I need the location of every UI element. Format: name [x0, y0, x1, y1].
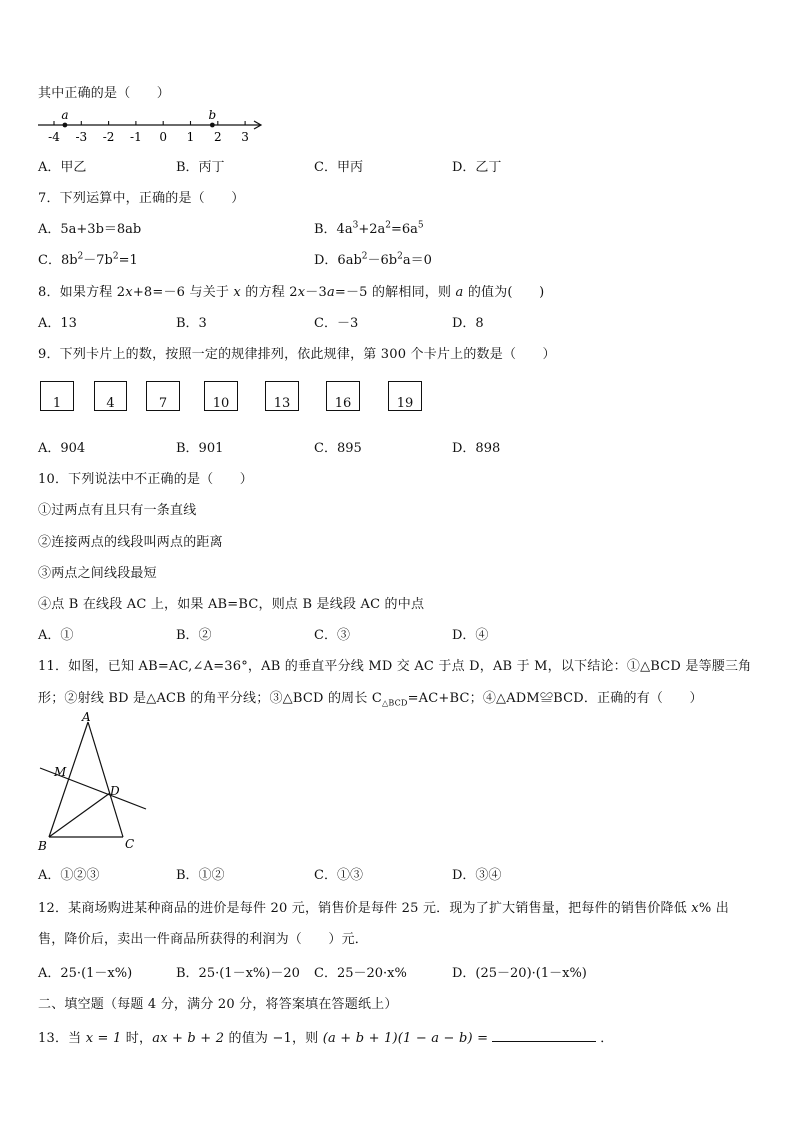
q8-option-b[interactable]: B．3: [176, 316, 207, 331]
tick-label: -3: [75, 130, 88, 144]
q13-pre: 13．当: [38, 1031, 86, 1046]
point-a-label: a: [61, 108, 69, 122]
q9-option-c[interactable]: C．895: [314, 441, 362, 456]
q7-b-post: =6a: [390, 222, 418, 237]
q7-c-s1: 2: [77, 251, 84, 262]
q13-expr: ax + b + 2: [152, 1031, 225, 1046]
q13: [38, 1027, 613, 1046]
card-4: 10: [204, 381, 238, 411]
q10-item-1: ①过两点有且只有一条直线: [38, 503, 197, 518]
q12-options: [38, 962, 758, 980]
q13-answer-blank[interactable]: [492, 1029, 596, 1042]
point-b-label: b: [208, 108, 217, 122]
q8-stem-6: 的值为( ): [463, 285, 545, 300]
q7-b-mid: +2a: [358, 222, 386, 237]
q10-options: [38, 624, 758, 642]
card-2: 4: [94, 381, 127, 411]
segment-bd: [49, 793, 110, 837]
q6-option-a[interactable]: A．甲乙: [38, 160, 87, 175]
q11-option-d[interactable]: D．③④: [452, 868, 502, 883]
q10-item-4: ④点 B 在线段 AC 上，如果 AB=BC，则点 B 是线段 AC 的中点: [38, 597, 425, 612]
q7-d-s2: 2: [397, 251, 403, 262]
q7-option-a[interactable]: A．5a+3b＝8ab: [38, 222, 142, 237]
q10-stem: 10．下列说法中不正确的是（ ）: [38, 472, 253, 487]
card-3: 7: [146, 381, 180, 411]
tick-label: -2: [102, 130, 115, 144]
section-title-fill-blank: 二、填空题（每题 4 分，满分 20 分，将答案填在答题纸上）: [38, 997, 398, 1012]
q12-option-a[interactable]: A．25·(1－x%): [38, 966, 133, 981]
q10-option-a[interactable]: A．①: [38, 628, 74, 643]
q8-stem: [38, 281, 544, 300]
q7-stem: 7．下列运算中，正确的是（ ）: [38, 191, 245, 206]
q12-line1-post: % 出: [698, 901, 729, 916]
q8-stem-3: 的方程 2: [240, 285, 298, 300]
q12-line1-var: x: [691, 901, 699, 916]
label-d: D: [110, 784, 120, 798]
q9-option-a[interactable]: A．904: [38, 441, 86, 456]
q10-item-2: ②连接两点的线段叫两点的距离: [38, 535, 223, 550]
q11-option-b[interactable]: B．①②: [176, 868, 225, 883]
q13-mid2: 的值为 −1，则: [224, 1031, 323, 1046]
q8-stem-1: 8．如果方程 2: [38, 285, 126, 300]
q7-b-pre: B．4a: [314, 222, 353, 237]
q8-options: [38, 312, 758, 330]
tick-label: -1: [130, 130, 142, 144]
q12-option-d[interactable]: D．(25－20)·(1－x%): [452, 966, 587, 981]
q7-options-row1: [38, 218, 758, 236]
q9-stem: 9．下列卡片上的数，按照一定的规律排列，依此规律，第 300 个卡片上的数是（ ）: [38, 347, 556, 362]
q9-options: [38, 437, 758, 455]
q7-option-c[interactable]: [38, 249, 138, 268]
q8-var-x2: x: [233, 285, 241, 300]
q8-stem-5: =－5 的解相同，则: [334, 285, 456, 300]
q8-option-c[interactable]: C．－3: [314, 316, 359, 331]
q13-end: ．: [600, 1031, 614, 1046]
q6-option-d[interactable]: D．乙丁: [452, 160, 502, 175]
q11-line2-post: =AC+BC；④△ADM≌BCD．正确的有（ ）: [407, 691, 703, 706]
triangle-figure: [36, 710, 156, 855]
q7-d-s1: 2: [361, 251, 368, 262]
tick-label: 0: [159, 130, 168, 144]
card-7: 19: [388, 381, 422, 411]
q12-line1: [38, 897, 729, 916]
q6-option-c[interactable]: C．甲丙: [314, 160, 363, 175]
q12-option-c[interactable]: C．25－20·x%: [314, 966, 407, 981]
q11-option-a[interactable]: A．①②③: [38, 868, 100, 883]
q11-options: [38, 864, 758, 882]
card-1: 1: [40, 381, 74, 411]
q7-b-s2: 2: [385, 220, 391, 231]
q8-stem-4: －3: [305, 285, 327, 300]
q9-option-d[interactable]: D．898: [452, 441, 501, 456]
point-b-dot: [210, 123, 215, 128]
number-line: [36, 108, 268, 146]
card-6: 16: [326, 381, 360, 411]
q11-line2: [38, 687, 703, 708]
q6-intro: 其中正确的是（ ）: [38, 86, 171, 101]
q8-var-a2: a: [455, 285, 464, 300]
q6-option-b[interactable]: B．丙丁: [176, 160, 225, 175]
q7-b-s3: 5: [417, 220, 424, 231]
q8-var-x1: x: [125, 285, 133, 300]
q10-option-b[interactable]: B．②: [176, 628, 212, 643]
q10-item-3: ③两点之间线段最短: [38, 566, 157, 581]
q7-b-s1: 3: [352, 220, 359, 231]
q10-option-d[interactable]: D．④: [452, 628, 489, 643]
q8-option-d[interactable]: D．8: [452, 316, 484, 331]
card-5: 13: [265, 381, 299, 411]
q8-stem-2: +8=－6 与关于: [132, 285, 234, 300]
label-b: B: [38, 839, 47, 853]
q8-var-a1: a: [326, 285, 335, 300]
q7-c-post: =1: [118, 253, 138, 268]
q9-option-b[interactable]: B．901: [176, 441, 224, 456]
label-m: M: [54, 765, 67, 779]
q7-option-d[interactable]: [314, 249, 432, 268]
q8-option-a[interactable]: A．13: [38, 316, 77, 331]
q11-option-c[interactable]: C．①③: [314, 868, 363, 883]
q8-var-x3: x: [297, 285, 306, 300]
q7-d-post: a＝0: [402, 253, 432, 268]
q12-line1-pre: 12．某商场购进某种商品的进价是每件 20 元，销售价是每件 25 元．现为了扩大销售量，把每件的销售价降低: [38, 901, 692, 916]
tick-label: -4: [48, 130, 60, 144]
q13-mid1: 时，: [121, 1031, 153, 1046]
tick-label: 1: [186, 130, 195, 144]
q7-option-b[interactable]: [314, 218, 424, 237]
label-c: C: [125, 837, 135, 851]
q11-line2-sub: △BCD: [382, 698, 408, 708]
q10-option-c[interactable]: C．③: [314, 628, 350, 643]
q7-c-pre: C．8b: [38, 253, 78, 268]
point-a-dot: [63, 123, 68, 128]
tick-label: 3: [241, 130, 249, 144]
q12-option-b[interactable]: B．25·(1－x%)－20: [176, 966, 300, 981]
q6-options: [38, 156, 758, 174]
q7-d-pre: D．6ab: [314, 253, 362, 268]
q7-c-mid: －7b: [83, 253, 113, 268]
q13-ask: (a + b + 1)(1 − a − b) =: [322, 1031, 489, 1046]
q13-cond: x = 1: [85, 1031, 122, 1046]
q7-options-row2: [38, 249, 758, 267]
tick-label: 2: [213, 130, 222, 144]
q11-line1: 11．如图，已知 AB=AC,∠A=36°，AB 的垂直平分线 MD 交 AC 于点 D，AB 于 M，以下结论：①△BCD 是等腰三角: [38, 659, 752, 674]
q7-d-mid: －6b: [367, 253, 398, 268]
q7-c-s2: 2: [112, 251, 119, 262]
q11-line2-pre: 形；②射线 BD 是△ACB 的角平分线；③△BCD 的周长 C: [38, 691, 383, 706]
q12-line2: 售，降价后，卖出一件商品所获得的利润为（ ）元．: [38, 932, 369, 947]
label-a: A: [82, 710, 91, 724]
side-ac: [88, 722, 123, 837]
